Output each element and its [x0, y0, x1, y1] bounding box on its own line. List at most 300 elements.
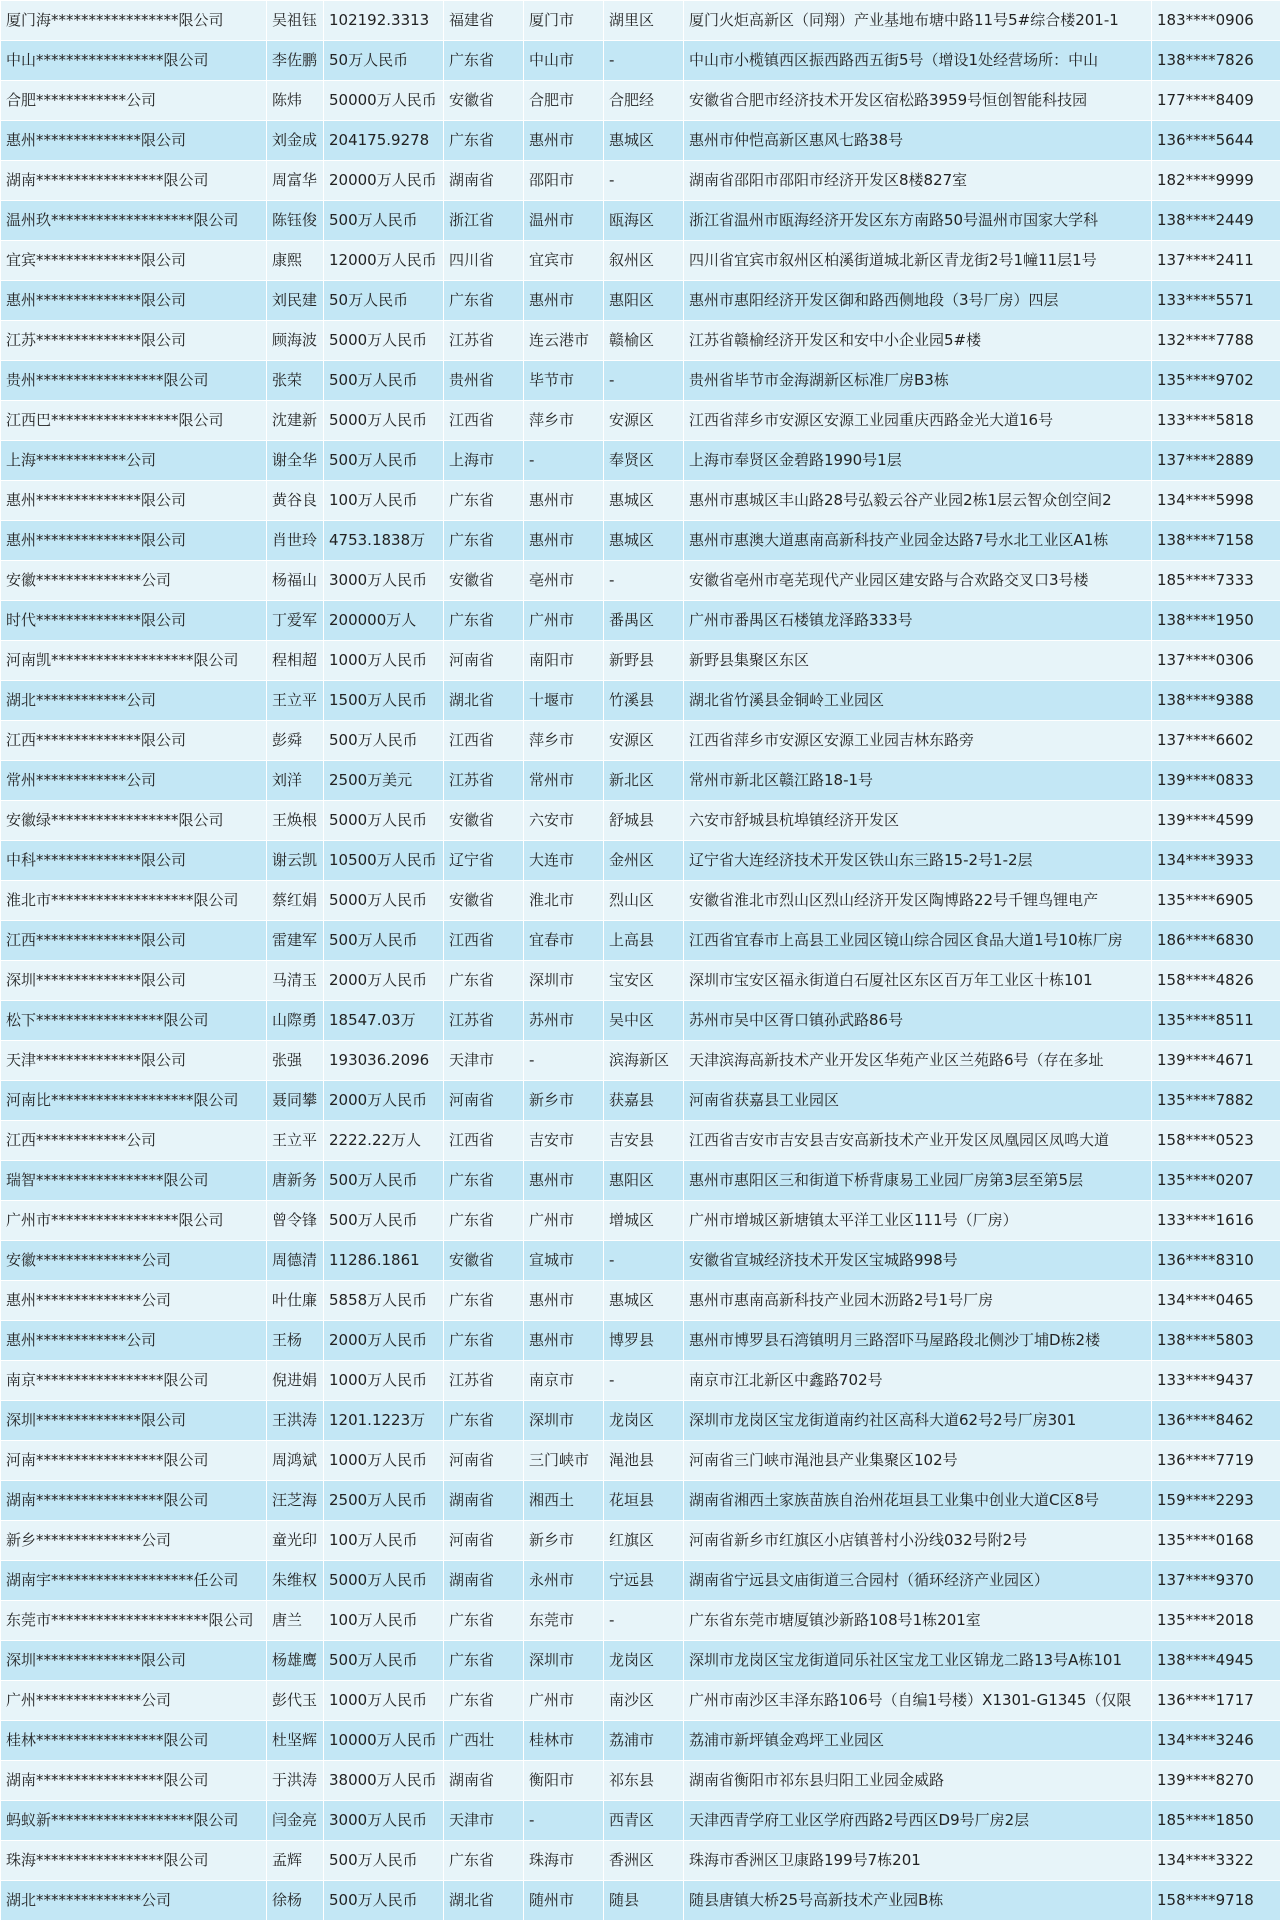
district-cell: 合肥经: [604, 81, 684, 121]
phone-cell: 136****7719: [1152, 1441, 1280, 1481]
phone-cell: 139****0833: [1152, 761, 1280, 801]
address-cell: 湖南省衡阳市祁东县归阳工业园金威路: [684, 1761, 1152, 1801]
table-row: [1, 1481, 1280, 1521]
address-cell: 湖南省湘西土家族苗族自治州花垣县工业集中创业大道C区8号: [684, 1481, 1152, 1521]
company-name-cell: 时代**************限公司: [1, 601, 267, 641]
table-row: [1, 1041, 1280, 1081]
legal-person-cell: 康熙: [267, 241, 324, 281]
legal-person-cell: 汪芝海: [267, 1481, 324, 1521]
address-cell: 深圳市龙岗区宝龙街道同乐社区宝龙工业区锦龙二路13号A栋101: [684, 1641, 1152, 1681]
city-cell: 惠州市: [524, 121, 604, 161]
registered-capital-cell: 500万人民币: [324, 441, 444, 481]
address-cell: 天津西青学府工业区学府西路2号西区D9号厂房2层: [684, 1801, 1152, 1841]
city-cell: 广州市: [524, 1201, 604, 1241]
address-cell: 惠州市惠南高新科技产业园木沥路2号1号厂房: [684, 1281, 1152, 1321]
table-row: [1, 1881, 1280, 1921]
registered-capital-cell: 4753.1838万: [324, 521, 444, 561]
city-cell: 广州市: [524, 1681, 604, 1721]
legal-person-cell: 王立平: [267, 681, 324, 721]
company-name-cell: 瑞智*****************限公司: [1, 1161, 267, 1201]
company-name-cell: 上海************公司: [1, 441, 267, 481]
registered-capital-cell: 1000万人民币: [324, 641, 444, 681]
company-name-cell: 宜宾**************限公司: [1, 241, 267, 281]
registered-capital-cell: 100万人民币: [324, 1521, 444, 1561]
registered-capital-cell: 50万人民币: [324, 41, 444, 81]
province-cell: 安徽省: [444, 81, 524, 121]
address-cell: 天津滨海高新技术产业开发区华苑产业区兰苑路6号（存在多址: [684, 1041, 1152, 1081]
legal-person-cell: 周鸿斌: [267, 1441, 324, 1481]
city-cell: 珠海市: [524, 1841, 604, 1881]
legal-person-cell: 杨福山: [267, 561, 324, 601]
legal-person-cell: 顾海波: [267, 321, 324, 361]
city-cell: 深圳市: [524, 1641, 604, 1681]
district-cell: 获嘉县: [604, 1081, 684, 1121]
address-cell: 江西省宜春市上高县工业园区镜山综合园区食品大道1号10栋厂房: [684, 921, 1152, 961]
address-cell: 广州市增城区新塘镇太平洋工业区111号（厂房）: [684, 1201, 1152, 1241]
legal-person-cell: 刘洋: [267, 761, 324, 801]
district-cell: 吉安县: [604, 1121, 684, 1161]
district-cell: 南沙区: [604, 1681, 684, 1721]
table-row: [1, 1521, 1280, 1561]
table-row: [1, 321, 1280, 361]
phone-cell: 133****5818: [1152, 401, 1280, 441]
legal-person-cell: 张荣: [267, 361, 324, 401]
city-cell: -: [524, 1801, 604, 1841]
city-cell: 亳州市: [524, 561, 604, 601]
district-cell: 随县: [604, 1881, 684, 1921]
address-cell: 河南省获嘉县工业园区: [684, 1081, 1152, 1121]
registered-capital-cell: 5858万人民币: [324, 1281, 444, 1321]
province-cell: 湖南省: [444, 1761, 524, 1801]
city-cell: 苏州市: [524, 1001, 604, 1041]
city-cell: 十堰市: [524, 681, 604, 721]
address-cell: 随县唐镇大桥25号高新技术产业园B栋: [684, 1881, 1152, 1921]
address-cell: 河南省新乡市红旗区小店镇普村小汾线032号附2号: [684, 1521, 1152, 1561]
legal-person-cell: 刘金成: [267, 121, 324, 161]
company-name-cell: 湖南*****************限公司: [1, 1761, 267, 1801]
company-name-cell: 中科**************限公司: [1, 841, 267, 881]
company-name-cell: 湖北**************公司: [1, 1881, 267, 1921]
legal-person-cell: 王杨: [267, 1321, 324, 1361]
city-cell: 永州市: [524, 1561, 604, 1601]
address-cell: 惠州市博罗县石湾镇明月三路滘吓马屋路段北侧沙丁埔D栋2楼: [684, 1321, 1152, 1361]
district-cell: 竹溪县: [604, 681, 684, 721]
phone-cell: 132****7788: [1152, 321, 1280, 361]
city-cell: 萍乡市: [524, 401, 604, 441]
legal-person-cell: 谢云凯: [267, 841, 324, 881]
table-row: [1, 841, 1280, 881]
phone-cell: 135****7882: [1152, 1081, 1280, 1121]
registered-capital-cell: 500万人民币: [324, 921, 444, 961]
registered-capital-cell: 2500万美元: [324, 761, 444, 801]
registered-capital-cell: 500万人民币: [324, 1641, 444, 1681]
company-name-cell: 蚂蚁新*******************限公司: [1, 1801, 267, 1841]
company-name-cell: 东莞市*********************限公司: [1, 1601, 267, 1641]
district-cell: 惠阳区: [604, 1161, 684, 1201]
table-row: [1, 601, 1280, 641]
district-cell: 增城区: [604, 1201, 684, 1241]
address-cell: 广州市南沙区丰泽东路106号（自编1号楼）X1301-G1345（仅限: [684, 1681, 1152, 1721]
district-cell: 龙岗区: [604, 1401, 684, 1441]
registered-capital-cell: 500万人民币: [324, 1201, 444, 1241]
table-row: [1, 1, 1280, 41]
province-cell: 江苏省: [444, 321, 524, 361]
phone-cell: 135****0168: [1152, 1521, 1280, 1561]
district-cell: 安源区: [604, 401, 684, 441]
province-cell: 江西省: [444, 401, 524, 441]
phone-cell: 186****6830: [1152, 921, 1280, 961]
address-cell: 上海市奉贤区金碧路1990号1层: [684, 441, 1152, 481]
table-row: [1, 1721, 1280, 1761]
registered-capital-cell: 500万人民币: [324, 1881, 444, 1921]
phone-cell: 135****0207: [1152, 1161, 1280, 1201]
phone-cell: 139****8270: [1152, 1761, 1280, 1801]
city-cell: 新乡市: [524, 1521, 604, 1561]
registered-capital-cell: 2000万人民币: [324, 1081, 444, 1121]
phone-cell: 135****2018: [1152, 1601, 1280, 1641]
company-name-cell: 湖南*****************限公司: [1, 161, 267, 201]
address-cell: 惠州市惠阳经济开发区御和路西侧地段（3号厂房）四层: [684, 281, 1152, 321]
province-cell: 河南省: [444, 1521, 524, 1561]
phone-cell: 138****1950: [1152, 601, 1280, 641]
province-cell: 四川省: [444, 241, 524, 281]
registered-capital-cell: 3000万人民币: [324, 561, 444, 601]
table-row: [1, 1561, 1280, 1601]
legal-person-cell: 张强: [267, 1041, 324, 1081]
address-cell: 贵州省毕节市金海湖新区标准厂房B3栋: [684, 361, 1152, 401]
legal-person-cell: 蔡红娟: [267, 881, 324, 921]
company-name-cell: 广州市*****************限公司: [1, 1201, 267, 1241]
table-row: [1, 1601, 1280, 1641]
table-row: [1, 1281, 1280, 1321]
table-row: [1, 281, 1280, 321]
table-row: [1, 1321, 1280, 1361]
registered-capital-cell: 3000万人民币: [324, 1801, 444, 1841]
province-cell: 河南省: [444, 1081, 524, 1121]
district-cell: -: [604, 1361, 684, 1401]
address-cell: 安徽省合肥市经济技术开发区宿松路3959号恒创智能科技园: [684, 81, 1152, 121]
company-name-cell: 深圳**************限公司: [1, 1401, 267, 1441]
table-row: [1, 1441, 1280, 1481]
phone-cell: 137****0306: [1152, 641, 1280, 681]
phone-cell: 136****1717: [1152, 1681, 1280, 1721]
district-cell: 惠城区: [604, 121, 684, 161]
company-name-cell: 江苏**************限公司: [1, 321, 267, 361]
registered-capital-cell: 193036.2096: [324, 1041, 444, 1081]
legal-person-cell: 李佐鹏: [267, 41, 324, 81]
company-name-cell: 深圳**************限公司: [1, 961, 267, 1001]
phone-cell: 138****5803: [1152, 1321, 1280, 1361]
registered-capital-cell: 204175.9278: [324, 121, 444, 161]
district-cell: 叙州区: [604, 241, 684, 281]
address-cell: 安徽省宣城经济技术开发区宝城路998号: [684, 1241, 1152, 1281]
address-cell: 江西省萍乡市安源区安源工业园吉林东路旁: [684, 721, 1152, 761]
company-name-cell: 安徽绿*****************限公司: [1, 801, 267, 841]
registered-capital-cell: 500万人民币: [324, 1161, 444, 1201]
table-row: [1, 1241, 1280, 1281]
phone-cell: 135****6905: [1152, 881, 1280, 921]
province-cell: 江西省: [444, 721, 524, 761]
province-cell: 湖北省: [444, 681, 524, 721]
table-row: [1, 1681, 1280, 1721]
address-cell: 江西省吉安市吉安县吉安高新技术产业开发区凤凰园区凤鸣大道: [684, 1121, 1152, 1161]
address-cell: 常州市新北区赣江路18-1号: [684, 761, 1152, 801]
province-cell: 安徽省: [444, 1241, 524, 1281]
address-cell: 湖南省邵阳市邵阳市经济开发区8楼827室: [684, 161, 1152, 201]
legal-person-cell: 彭代玉: [267, 1681, 324, 1721]
table-row: [1, 721, 1280, 761]
legal-person-cell: 肖世玲: [267, 521, 324, 561]
address-cell: 中山市小榄镇西区振西路西五街5号（增设1处经营场所：中山: [684, 41, 1152, 81]
legal-person-cell: 唐兰: [267, 1601, 324, 1641]
registered-capital-cell: 10000万人民币: [324, 1721, 444, 1761]
company-name-cell: 贵州*****************限公司: [1, 361, 267, 401]
city-cell: 东莞市: [524, 1601, 604, 1641]
province-cell: 江苏省: [444, 761, 524, 801]
legal-person-cell: 杜坚辉: [267, 1721, 324, 1761]
company-name-cell: 湖南宇*******************任公司: [1, 1561, 267, 1601]
district-cell: 新北区: [604, 761, 684, 801]
province-cell: 广东省: [444, 1401, 524, 1441]
district-cell: -: [604, 561, 684, 601]
province-cell: 湖北省: [444, 1881, 524, 1921]
phone-cell: 133****1616: [1152, 1201, 1280, 1241]
legal-person-cell: 程相超: [267, 641, 324, 681]
table-row: [1, 801, 1280, 841]
address-cell: 安徽省淮北市烈山区烈山经济开发区陶博路22号千锂鸟锂电产: [684, 881, 1152, 921]
legal-person-cell: 刘民建: [267, 281, 324, 321]
province-cell: 安徽省: [444, 801, 524, 841]
company-name-cell: 深圳**************限公司: [1, 1641, 267, 1681]
table-row: [1, 1161, 1280, 1201]
address-cell: 广东省东莞市塘厦镇沙新路108号1栋201室: [684, 1601, 1152, 1641]
phone-cell: 137****2889: [1152, 441, 1280, 481]
city-cell: 宣城市: [524, 1241, 604, 1281]
table-row: [1, 41, 1280, 81]
province-cell: 天津市: [444, 1041, 524, 1081]
district-cell: -: [604, 361, 684, 401]
phone-cell: 159****2293: [1152, 1481, 1280, 1521]
legal-person-cell: 陈钰俊: [267, 201, 324, 241]
company-name-cell: 河南比*******************限公司: [1, 1081, 267, 1121]
province-cell: 广东省: [444, 481, 524, 521]
phone-cell: 133****9437: [1152, 1361, 1280, 1401]
phone-cell: 158****9718: [1152, 1881, 1280, 1921]
province-cell: 广东省: [444, 1641, 524, 1681]
district-cell: 惠城区: [604, 1281, 684, 1321]
table-row: [1, 241, 1280, 281]
legal-person-cell: 周德清: [267, 1241, 324, 1281]
city-cell: 萍乡市: [524, 721, 604, 761]
phone-cell: 136****8462: [1152, 1401, 1280, 1441]
table-row: [1, 1401, 1280, 1441]
city-cell: 衡阳市: [524, 1761, 604, 1801]
registered-capital-cell: 5000万人民币: [324, 321, 444, 361]
city-cell: 六安市: [524, 801, 604, 841]
phone-cell: 133****5571: [1152, 281, 1280, 321]
legal-person-cell: 于洪涛: [267, 1761, 324, 1801]
company-name-cell: 南京*****************限公司: [1, 1361, 267, 1401]
province-cell: 广东省: [444, 121, 524, 161]
district-cell: 番禺区: [604, 601, 684, 641]
district-cell: 红旗区: [604, 1521, 684, 1561]
table-row: [1, 361, 1280, 401]
table-row: [1, 1121, 1280, 1161]
phone-cell: 158****4826: [1152, 961, 1280, 1001]
district-cell: 香洲区: [604, 1841, 684, 1881]
province-cell: 广东省: [444, 521, 524, 561]
legal-person-cell: 杨雄鹰: [267, 1641, 324, 1681]
registered-capital-cell: 10500万人民币: [324, 841, 444, 881]
phone-cell: 138****7826: [1152, 41, 1280, 81]
address-cell: 深圳市宝安区福永街道白石厦社区东区百万年工业区十栋101: [684, 961, 1152, 1001]
province-cell: 湖南省: [444, 161, 524, 201]
district-cell: 舒城县: [604, 801, 684, 841]
registered-capital-cell: 12000万人民币: [324, 241, 444, 281]
province-cell: 江苏省: [444, 1361, 524, 1401]
table-row: [1, 1361, 1280, 1401]
company-name-cell: 江西**************限公司: [1, 921, 267, 961]
province-cell: 福建省: [444, 1, 524, 41]
legal-person-cell: 陈炜: [267, 81, 324, 121]
city-cell: 湘西土: [524, 1481, 604, 1521]
table-row: [1, 1201, 1280, 1241]
district-cell: 奉贤区: [604, 441, 684, 481]
province-cell: 浙江省: [444, 201, 524, 241]
city-cell: 厦门市: [524, 1, 604, 41]
legal-person-cell: 王立平: [267, 1121, 324, 1161]
registered-capital-cell: 1000万人民币: [324, 1681, 444, 1721]
company-name-cell: 惠州************公司: [1, 1321, 267, 1361]
city-cell: 合肥市: [524, 81, 604, 121]
district-cell: 滨海新区: [604, 1041, 684, 1081]
address-cell: 四川省宜宾市叙州区柏溪街道城北新区青龙街2号1幢11层1号: [684, 241, 1152, 281]
address-cell: 惠州市仲恺高新区惠风七路38号: [684, 121, 1152, 161]
district-cell: 惠城区: [604, 481, 684, 521]
district-cell: 上高县: [604, 921, 684, 961]
address-cell: 南京市江北新区中鑫路702号: [684, 1361, 1152, 1401]
city-cell: 深圳市: [524, 1401, 604, 1441]
address-cell: 湖北省竹溪县金铜岭工业园区: [684, 681, 1152, 721]
phone-cell: 185****1850: [1152, 1801, 1280, 1841]
city-cell: 广州市: [524, 601, 604, 641]
address-cell: 六安市舒城县杭埠镇经济开发区: [684, 801, 1152, 841]
company-name-cell: 安徽**************公司: [1, 561, 267, 601]
address-cell: 新野县集聚区东区: [684, 641, 1152, 681]
address-cell: 深圳市龙岗区宝龙街道南约社区高科大道62号2号厂房301: [684, 1401, 1152, 1441]
legal-person-cell: 山際勇: [267, 1001, 324, 1041]
phone-cell: 137****6602: [1152, 721, 1280, 761]
city-cell: 宜春市: [524, 921, 604, 961]
company-name-cell: 湖北************公司: [1, 681, 267, 721]
table-row: [1, 681, 1280, 721]
city-cell: 惠州市: [524, 1321, 604, 1361]
city-cell: 淮北市: [524, 881, 604, 921]
city-cell: 毕节市: [524, 361, 604, 401]
registered-capital-cell: 2000万人民币: [324, 961, 444, 1001]
district-cell: 湖里区: [604, 1, 684, 41]
province-cell: 广东省: [444, 1161, 524, 1201]
legal-person-cell: 曾令锋: [267, 1201, 324, 1241]
city-cell: 惠州市: [524, 281, 604, 321]
district-cell: 祁东县: [604, 1761, 684, 1801]
city-cell: -: [524, 1041, 604, 1081]
province-cell: 江西省: [444, 1121, 524, 1161]
table-row: [1, 961, 1280, 1001]
legal-person-cell: 倪进娟: [267, 1361, 324, 1401]
company-name-cell: 江西************公司: [1, 1121, 267, 1161]
city-cell: 惠州市: [524, 1161, 604, 1201]
phone-cell: 139****4599: [1152, 801, 1280, 841]
phone-cell: 138****2449: [1152, 201, 1280, 241]
company-name-cell: 温州玖*******************限公司: [1, 201, 267, 241]
company-name-cell: 江西**************限公司: [1, 721, 267, 761]
registered-capital-cell: 5000万人民币: [324, 881, 444, 921]
registered-capital-cell: 500万人民币: [324, 201, 444, 241]
district-cell: -: [604, 1241, 684, 1281]
table-row: [1, 521, 1280, 561]
company-name-cell: 惠州**************限公司: [1, 121, 267, 161]
phone-cell: 183****0906: [1152, 1, 1280, 41]
province-cell: 湖南省: [444, 1561, 524, 1601]
phone-cell: 139****4671: [1152, 1041, 1280, 1081]
company-name-cell: 桂林*****************限公司: [1, 1721, 267, 1761]
table-row: [1, 1841, 1280, 1881]
registered-capital-cell: 2500万人民币: [324, 1481, 444, 1521]
province-cell: 广西壮: [444, 1721, 524, 1761]
table-row: [1, 1761, 1280, 1801]
city-cell: 桂林市: [524, 1721, 604, 1761]
district-cell: 新野县: [604, 641, 684, 681]
phone-cell: 134****3933: [1152, 841, 1280, 881]
company-name-cell: 珠海*****************限公司: [1, 1841, 267, 1881]
address-cell: 珠海市香洲区卫康路199号7栋201: [684, 1841, 1152, 1881]
province-cell: 河南省: [444, 641, 524, 681]
district-cell: 宝安区: [604, 961, 684, 1001]
registered-capital-cell: 5000万人民币: [324, 801, 444, 841]
legal-person-cell: 王焕根: [267, 801, 324, 841]
address-cell: 苏州市吴中区胥口镇孙武路86号: [684, 1001, 1152, 1041]
phone-cell: 136****5644: [1152, 121, 1280, 161]
table-row: [1, 641, 1280, 681]
phone-cell: 134****3322: [1152, 1841, 1280, 1881]
legal-person-cell: 周富华: [267, 161, 324, 201]
city-cell: 邵阳市: [524, 161, 604, 201]
table-row: [1, 921, 1280, 961]
phone-cell: 136****8310: [1152, 1241, 1280, 1281]
district-cell: 赣榆区: [604, 321, 684, 361]
company-name-cell: 天津**************限公司: [1, 1041, 267, 1081]
province-cell: 广东省: [444, 41, 524, 81]
phone-cell: 135****8511: [1152, 1001, 1280, 1041]
district-cell: 惠阳区: [604, 281, 684, 321]
registered-capital-cell: 102192.3313: [324, 1, 444, 41]
district-cell: 博罗县: [604, 1321, 684, 1361]
table-row: [1, 161, 1280, 201]
district-cell: 惠城区: [604, 521, 684, 561]
legal-person-cell: 雷建军: [267, 921, 324, 961]
legal-person-cell: 吴祖钰: [267, 1, 324, 41]
company-name-cell: 松下*****************限公司: [1, 1001, 267, 1041]
table-row: [1, 121, 1280, 161]
province-cell: 广东省: [444, 1841, 524, 1881]
legal-person-cell: 谢全华: [267, 441, 324, 481]
phone-cell: 177****8409: [1152, 81, 1280, 121]
registered-capital-cell: 2222.22万人: [324, 1121, 444, 1161]
city-cell: 南京市: [524, 1361, 604, 1401]
city-cell: 随州市: [524, 1881, 604, 1921]
company-name-cell: 惠州**************限公司: [1, 521, 267, 561]
